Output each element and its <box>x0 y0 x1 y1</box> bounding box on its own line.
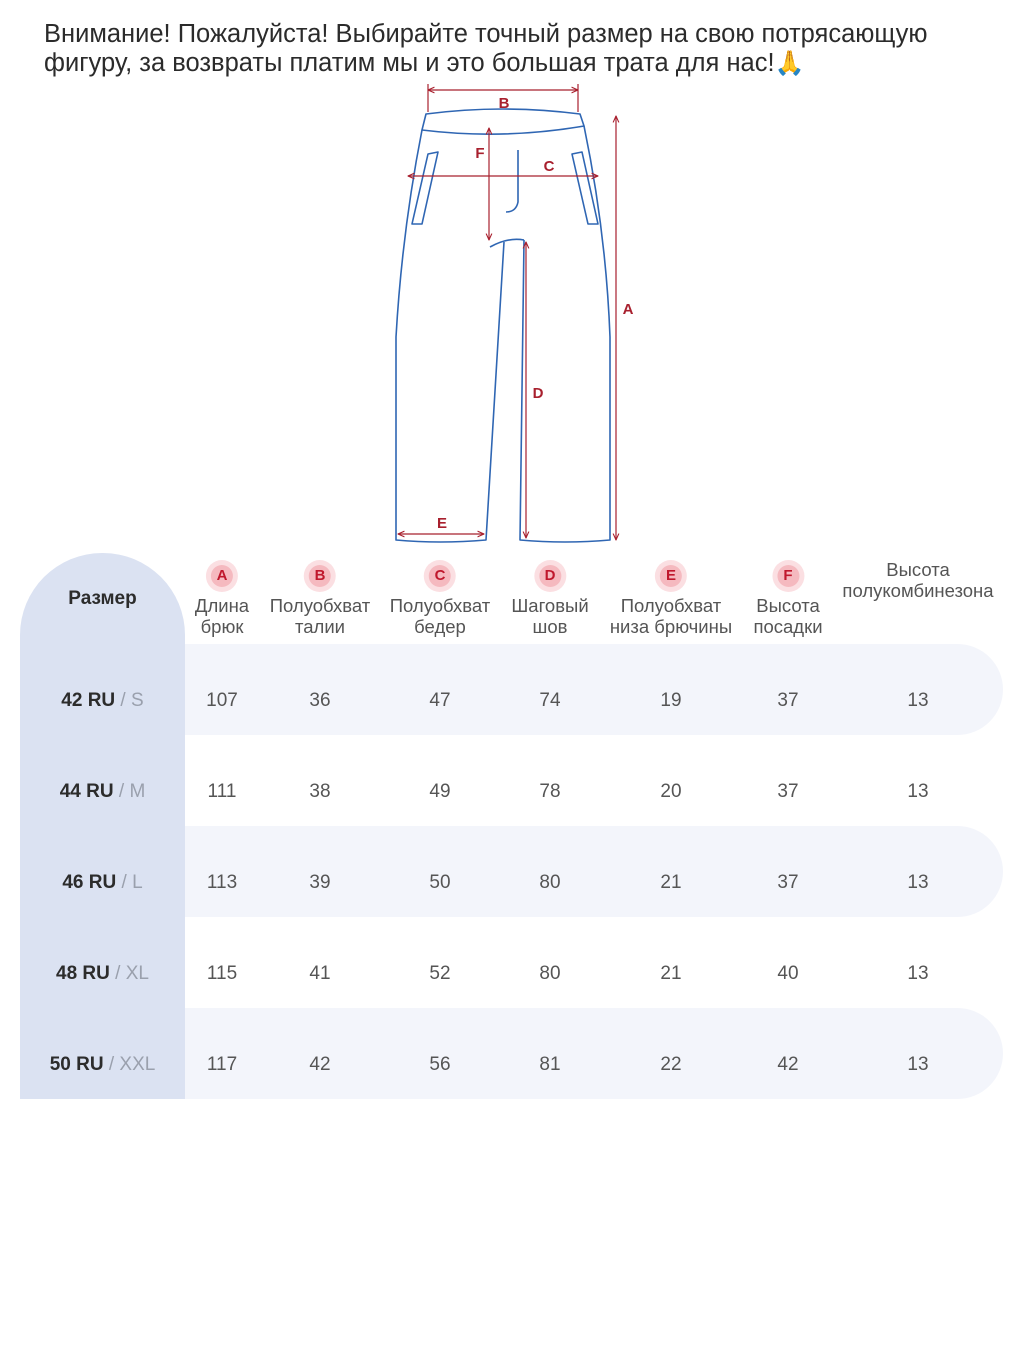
table-cell: 38 <box>309 781 331 802</box>
column-badge <box>304 560 336 592</box>
column-header-line1: Шаговый <box>511 595 589 616</box>
pants-diagram <box>380 82 650 552</box>
table-cell: 42 <box>777 1054 799 1075</box>
praying-hands-icon: 🙏 <box>774 49 805 77</box>
column-header <box>842 559 993 601</box>
left-leg-shape <box>396 130 504 542</box>
table-cell: 21 <box>660 872 682 893</box>
size-separator: / <box>103 1054 120 1075</box>
table-row <box>0 838 1024 929</box>
pants-outline-svg <box>380 82 650 552</box>
size-ru: 44 RU <box>59 781 114 802</box>
column-badge <box>655 560 687 592</box>
label-b: B <box>498 95 510 112</box>
table-cell: 115 <box>206 963 238 984</box>
size-ru: 48 RU <box>56 963 110 984</box>
table-cell: 13 <box>907 963 929 984</box>
table-cell: 37 <box>777 690 799 711</box>
table-cell: 107 <box>206 690 238 711</box>
waistband-shape <box>422 109 584 134</box>
column-header-line2: полукомбинезона <box>842 580 994 601</box>
size-separator: / <box>116 872 133 893</box>
size-intl: M <box>129 781 146 802</box>
column-badge-letter: B <box>309 565 331 587</box>
column-header-line1: Полуобхват <box>620 595 722 616</box>
table-cell: 111 <box>207 781 237 802</box>
label-a: A <box>622 301 634 318</box>
table-cell: 49 <box>429 781 451 802</box>
column-header-line1: Полуобхват <box>389 595 491 616</box>
right-pocket-shape <box>572 152 598 224</box>
column-badge-letter: D <box>539 565 561 587</box>
table-cell: 19 <box>660 690 682 711</box>
table-row <box>0 1020 1024 1111</box>
column-header-line2: талии <box>294 616 346 637</box>
size-separator: / <box>115 690 131 711</box>
label-e: E <box>436 515 448 532</box>
column-header <box>511 560 588 637</box>
size-intl: L <box>132 872 143 893</box>
size-separator: / <box>109 963 126 984</box>
table-cell: 56 <box>429 1054 451 1075</box>
table-cell: 50 <box>429 872 451 893</box>
column-header-line1: Высота <box>886 559 950 580</box>
table-cell: 21 <box>660 963 682 984</box>
size-intl: XXL <box>119 1054 156 1075</box>
table-cell: 40 <box>777 963 799 984</box>
table-cell: 20 <box>660 781 682 802</box>
table-row <box>0 747 1024 838</box>
column-header <box>195 560 249 637</box>
table-cell: 113 <box>206 872 238 893</box>
size-label <box>20 963 185 985</box>
column-header-line1: Высота <box>756 595 820 616</box>
column-badge <box>424 560 456 592</box>
size-label <box>20 690 185 712</box>
notice-text <box>44 20 1004 78</box>
notice-message: Внимание! Пожалуйста! Выбирайте точный размер на свою потрясающую фигуру, за возвраты платим мы и это большая трата для нас! <box>44 20 928 77</box>
table-cell: 80 <box>539 872 561 893</box>
table-cell: 78 <box>539 781 561 802</box>
table-cell: 42 <box>309 1054 331 1075</box>
table-cell: 41 <box>309 963 331 984</box>
table-cell: 13 <box>907 1054 929 1075</box>
column-header-line1: Полуобхват <box>269 595 371 616</box>
column-badge <box>534 560 566 592</box>
size-intl: S <box>131 690 144 711</box>
column-header <box>610 560 732 637</box>
size-label <box>20 1054 185 1076</box>
column-badge-letter: E <box>660 565 682 587</box>
table-cell: 47 <box>429 690 451 711</box>
column-header-line2: бедер <box>414 616 466 637</box>
table-cell: 80 <box>539 963 561 984</box>
column-badge <box>206 560 238 592</box>
table-cell: 37 <box>777 781 799 802</box>
table-cell: 36 <box>309 690 331 711</box>
column-header-line2: брюк <box>200 616 244 637</box>
right-leg-shape <box>520 126 610 542</box>
size-label <box>20 781 185 803</box>
column-header-line2: шов <box>532 616 568 637</box>
table-row <box>0 656 1024 747</box>
size-ru: 50 RU <box>49 1054 104 1075</box>
size-label <box>20 872 185 894</box>
table-cell: 117 <box>206 1054 238 1075</box>
column-badge-letter: A <box>211 565 233 587</box>
size-ru: 42 RU <box>61 690 116 711</box>
table-cell: 13 <box>907 872 929 893</box>
column-header-line2: низа брючины <box>609 616 733 637</box>
column-header-line1: Длина <box>194 595 250 616</box>
label-c: C <box>543 158 555 175</box>
table-cell: 52 <box>429 963 451 984</box>
label-f: F <box>475 145 485 162</box>
size-ru: 46 RU <box>62 872 117 893</box>
column-header-line2: посадки <box>753 616 823 637</box>
column-badge <box>772 560 804 592</box>
size-header: Размер <box>68 588 137 609</box>
column-badge-letter: C <box>429 565 451 587</box>
label-d: D <box>532 385 544 402</box>
column-header <box>390 560 491 637</box>
size-intl: XL <box>125 963 149 984</box>
column-badge-letter: F <box>777 565 799 587</box>
table-cell: 39 <box>309 872 331 893</box>
table-cell: 74 <box>539 690 561 711</box>
table-cell: 13 <box>907 781 929 802</box>
table-cell: 37 <box>777 872 799 893</box>
table-cell: 13 <box>907 690 929 711</box>
table-cell: 22 <box>660 1054 682 1075</box>
size-separator: / <box>113 781 130 802</box>
column-header <box>270 560 371 637</box>
table-row <box>0 929 1024 1020</box>
table-cell: 81 <box>539 1054 561 1075</box>
column-header <box>753 560 822 637</box>
